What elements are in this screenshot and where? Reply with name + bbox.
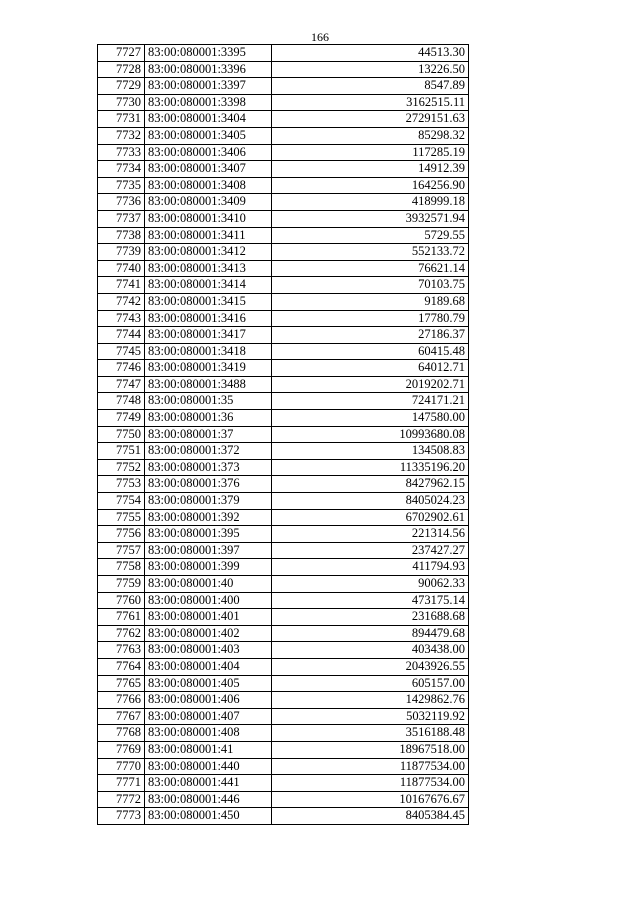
cadastral-number-cell: 83:00:080001:3397 (145, 78, 272, 95)
cadastral-value-cell: 231688.68 (272, 609, 469, 626)
cadastral-number-cell: 83:00:080001:406 (145, 692, 272, 709)
row-number-cell: 7766 (98, 692, 145, 709)
cadastral-number-cell: 83:00:080001:373 (145, 459, 272, 476)
table-row (98, 410, 469, 427)
cadastral-number-cell: 83:00:080001:41 (145, 741, 272, 758)
cadastral-number-cell: 83:00:080001:3396 (145, 61, 272, 78)
cadastral-number-cell: 83:00:080001:408 (145, 725, 272, 742)
row-number-cell: 7757 (98, 542, 145, 559)
cadastral-number-cell: 83:00:080001:3404 (145, 111, 272, 128)
cadastral-number-cell: 83:00:080001:40 (145, 576, 272, 593)
cadastral-number-cell: 83:00:080001:446 (145, 791, 272, 808)
cadastral-number-cell: 83:00:080001:379 (145, 493, 272, 510)
row-number-cell: 7768 (98, 725, 145, 742)
table-row (98, 94, 469, 111)
row-number-cell: 7745 (98, 343, 145, 360)
table-row (98, 476, 469, 493)
row-number-cell: 7734 (98, 161, 145, 178)
cadastral-value-cell: 2043926.55 (272, 658, 469, 675)
table-row (98, 459, 469, 476)
table-row (98, 642, 469, 659)
cadastral-value-cell: 8405384.45 (272, 808, 469, 825)
row-number-cell: 7730 (98, 94, 145, 111)
cadastral-number-cell: 83:00:080001:376 (145, 476, 272, 493)
row-number-cell: 7761 (98, 609, 145, 626)
table-row (98, 675, 469, 692)
row-number-cell: 7735 (98, 177, 145, 194)
table-row (98, 78, 469, 95)
cadastral-number-cell: 83:00:080001:35 (145, 393, 272, 410)
table-row (98, 708, 469, 725)
table-row (98, 542, 469, 559)
row-number-cell: 7762 (98, 625, 145, 642)
table-row (98, 343, 469, 360)
table-row (98, 758, 469, 775)
row-number-cell: 7749 (98, 410, 145, 427)
row-number-cell: 7731 (98, 111, 145, 128)
cadastral-value-cell: 60415.48 (272, 343, 469, 360)
row-number-cell: 7744 (98, 327, 145, 344)
table-row (98, 692, 469, 709)
cadastral-number-cell: 83:00:080001:441 (145, 775, 272, 792)
cadastral-number-cell: 83:00:080001:407 (145, 708, 272, 725)
row-number-cell: 7742 (98, 293, 145, 310)
cadastral-value-cell: 11877534.00 (272, 775, 469, 792)
row-number-cell: 7748 (98, 393, 145, 410)
cadastral-value-cell: 134508.83 (272, 443, 469, 460)
table-row (98, 443, 469, 460)
row-number-cell: 7739 (98, 244, 145, 261)
cadastral-value-cell: 70103.75 (272, 277, 469, 294)
row-number-cell: 7733 (98, 144, 145, 161)
table-row (98, 244, 469, 261)
row-number-cell: 7738 (98, 227, 145, 244)
cadastral-number-cell: 83:00:080001:3408 (145, 177, 272, 194)
cadastral-value-cell: 411794.93 (272, 559, 469, 576)
page-number: 166 (311, 30, 329, 44)
table-row (98, 227, 469, 244)
table-row (98, 376, 469, 393)
table-row (98, 144, 469, 161)
cadastral-value-cell: 164256.90 (272, 177, 469, 194)
cadastral-value-cell: 5032119.92 (272, 708, 469, 725)
table-row (98, 775, 469, 792)
cadastral-value-table (97, 44, 469, 825)
table-row (98, 393, 469, 410)
cadastral-value-cell: 403438.00 (272, 642, 469, 659)
row-number-cell: 7759 (98, 576, 145, 593)
row-number-cell: 7755 (98, 509, 145, 526)
cadastral-number-cell: 83:00:080001:36 (145, 410, 272, 427)
table-row (98, 426, 469, 443)
row-number-cell: 7772 (98, 791, 145, 808)
table-row (98, 509, 469, 526)
table-row (98, 725, 469, 742)
cadastral-number-cell: 83:00:080001:397 (145, 542, 272, 559)
cadastral-value-cell: 8547.89 (272, 78, 469, 95)
cadastral-number-cell: 83:00:080001:3419 (145, 360, 272, 377)
cadastral-value-cell: 44513.30 (272, 45, 469, 62)
table-row (98, 741, 469, 758)
cadastral-value-cell: 13226.50 (272, 61, 469, 78)
cadastral-number-cell: 83:00:080001:3414 (145, 277, 272, 294)
row-number-cell: 7747 (98, 376, 145, 393)
table-row (98, 808, 469, 825)
cadastral-number-cell: 83:00:080001:395 (145, 526, 272, 543)
cadastral-number-cell: 83:00:080001:392 (145, 509, 272, 526)
table-row (98, 161, 469, 178)
row-number-cell: 7773 (98, 808, 145, 825)
cadastral-value-cell: 5729.55 (272, 227, 469, 244)
row-number-cell: 7756 (98, 526, 145, 543)
table-row (98, 45, 469, 62)
cadastral-number-cell: 83:00:080001:3413 (145, 260, 272, 277)
cadastral-number-cell: 83:00:080001:399 (145, 559, 272, 576)
cadastral-value-cell: 8427962.15 (272, 476, 469, 493)
cadastral-value-cell: 76621.14 (272, 260, 469, 277)
cadastral-value-cell: 14912.39 (272, 161, 469, 178)
cadastral-number-cell: 83:00:080001:3415 (145, 293, 272, 310)
cadastral-number-cell: 83:00:080001:3398 (145, 94, 272, 111)
table-row (98, 791, 469, 808)
cadastral-number-cell: 83:00:080001:402 (145, 625, 272, 642)
row-number-cell: 7754 (98, 493, 145, 510)
cadastral-number-cell: 83:00:080001:3411 (145, 227, 272, 244)
cadastral-value-cell: 3162515.11 (272, 94, 469, 111)
cadastral-value-cell: 17780.79 (272, 310, 469, 327)
row-number-cell: 7758 (98, 559, 145, 576)
table-row (98, 625, 469, 642)
row-number-cell: 7728 (98, 61, 145, 78)
table-row (98, 210, 469, 227)
cadastral-value-cell: 1429862.76 (272, 692, 469, 709)
cadastral-value-cell: 894479.68 (272, 625, 469, 642)
cadastral-number-cell: 83:00:080001:37 (145, 426, 272, 443)
table-row (98, 277, 469, 294)
cadastral-value-cell: 11877534.00 (272, 758, 469, 775)
table-row (98, 194, 469, 211)
cadastral-value-cell: 221314.56 (272, 526, 469, 543)
row-number-cell: 7764 (98, 658, 145, 675)
cadastral-value-cell: 18967518.00 (272, 741, 469, 758)
cadastral-value-cell: 117285.19 (272, 144, 469, 161)
table-row (98, 526, 469, 543)
cadastral-value-cell: 473175.14 (272, 592, 469, 609)
cadastral-value-cell: 552133.72 (272, 244, 469, 261)
row-number-cell: 7763 (98, 642, 145, 659)
cadastral-number-cell: 83:00:080001:372 (145, 443, 272, 460)
row-number-cell: 7727 (98, 45, 145, 62)
row-number-cell: 7751 (98, 443, 145, 460)
row-number-cell: 7740 (98, 260, 145, 277)
row-number-cell: 7767 (98, 708, 145, 725)
cadastral-number-cell: 83:00:080001:3395 (145, 45, 272, 62)
cadastral-number-cell: 83:00:080001:3407 (145, 161, 272, 178)
cadastral-value-cell: 6702902.61 (272, 509, 469, 526)
cadastral-number-cell: 83:00:080001:440 (145, 758, 272, 775)
table-row (98, 111, 469, 128)
cadastral-value-cell: 9189.68 (272, 293, 469, 310)
cadastral-number-cell: 83:00:080001:3409 (145, 194, 272, 211)
row-number-cell: 7737 (98, 210, 145, 227)
cadastral-value-cell: 2019202.71 (272, 376, 469, 393)
cadastral-number-cell: 83:00:080001:3418 (145, 343, 272, 360)
cadastral-value-cell: 2729151.63 (272, 111, 469, 128)
row-number-cell: 7770 (98, 758, 145, 775)
cadastral-value-cell: 8405024.23 (272, 493, 469, 510)
cadastral-number-cell: 83:00:080001:3412 (145, 244, 272, 261)
table-row (98, 61, 469, 78)
cadastral-value-cell: 90062.33 (272, 576, 469, 593)
table-row (98, 559, 469, 576)
table-row (98, 658, 469, 675)
row-number-cell: 7765 (98, 675, 145, 692)
row-number-cell: 7753 (98, 476, 145, 493)
table-row (98, 260, 469, 277)
cadastral-number-cell: 83:00:080001:3488 (145, 376, 272, 393)
table-row (98, 609, 469, 626)
cadastral-value-cell: 64012.71 (272, 360, 469, 377)
cadastral-number-cell: 83:00:080001:3417 (145, 327, 272, 344)
table-row (98, 310, 469, 327)
table-row (98, 493, 469, 510)
cadastral-number-cell: 83:00:080001:400 (145, 592, 272, 609)
cadastral-number-cell: 83:00:080001:404 (145, 658, 272, 675)
cadastral-value-cell: 85298.32 (272, 127, 469, 144)
table-row (98, 177, 469, 194)
row-number-cell: 7746 (98, 360, 145, 377)
row-number-cell: 7752 (98, 459, 145, 476)
row-number-cell: 7743 (98, 310, 145, 327)
row-number-cell: 7760 (98, 592, 145, 609)
row-number-cell: 7736 (98, 194, 145, 211)
cadastral-value-cell: 3932571.94 (272, 210, 469, 227)
table-row (98, 360, 469, 377)
cadastral-value-cell: 237427.27 (272, 542, 469, 559)
cadastral-value-cell: 11335196.20 (272, 459, 469, 476)
row-number-cell: 7771 (98, 775, 145, 792)
cadastral-number-cell: 83:00:080001:405 (145, 675, 272, 692)
table-row (98, 327, 469, 344)
cadastral-number-cell: 83:00:080001:450 (145, 808, 272, 825)
row-number-cell: 7729 (98, 78, 145, 95)
table-row (98, 127, 469, 144)
cadastral-value-cell: 10167676.67 (272, 791, 469, 808)
cadastral-value-cell: 418999.18 (272, 194, 469, 211)
cadastral-number-cell: 83:00:080001:3406 (145, 144, 272, 161)
row-number-cell: 7732 (98, 127, 145, 144)
cadastral-number-cell: 83:00:080001:3416 (145, 310, 272, 327)
row-number-cell: 7750 (98, 426, 145, 443)
cadastral-value-cell: 605157.00 (272, 675, 469, 692)
row-number-cell: 7741 (98, 277, 145, 294)
cadastral-number-cell: 83:00:080001:401 (145, 609, 272, 626)
table-row (98, 576, 469, 593)
cadastral-value-cell: 3516188.48 (272, 725, 469, 742)
table-body (98, 45, 469, 825)
cadastral-value-cell: 724171.21 (272, 393, 469, 410)
cadastral-number-cell: 83:00:080001:403 (145, 642, 272, 659)
cadastral-number-cell: 83:00:080001:3405 (145, 127, 272, 144)
cadastral-value-cell: 147580.00 (272, 410, 469, 427)
table-row (98, 293, 469, 310)
row-number-cell: 7769 (98, 741, 145, 758)
cadastral-value-cell: 27186.37 (272, 327, 469, 344)
table-row (98, 592, 469, 609)
cadastral-value-cell: 10993680.08 (272, 426, 469, 443)
cadastral-number-cell: 83:00:080001:3410 (145, 210, 272, 227)
